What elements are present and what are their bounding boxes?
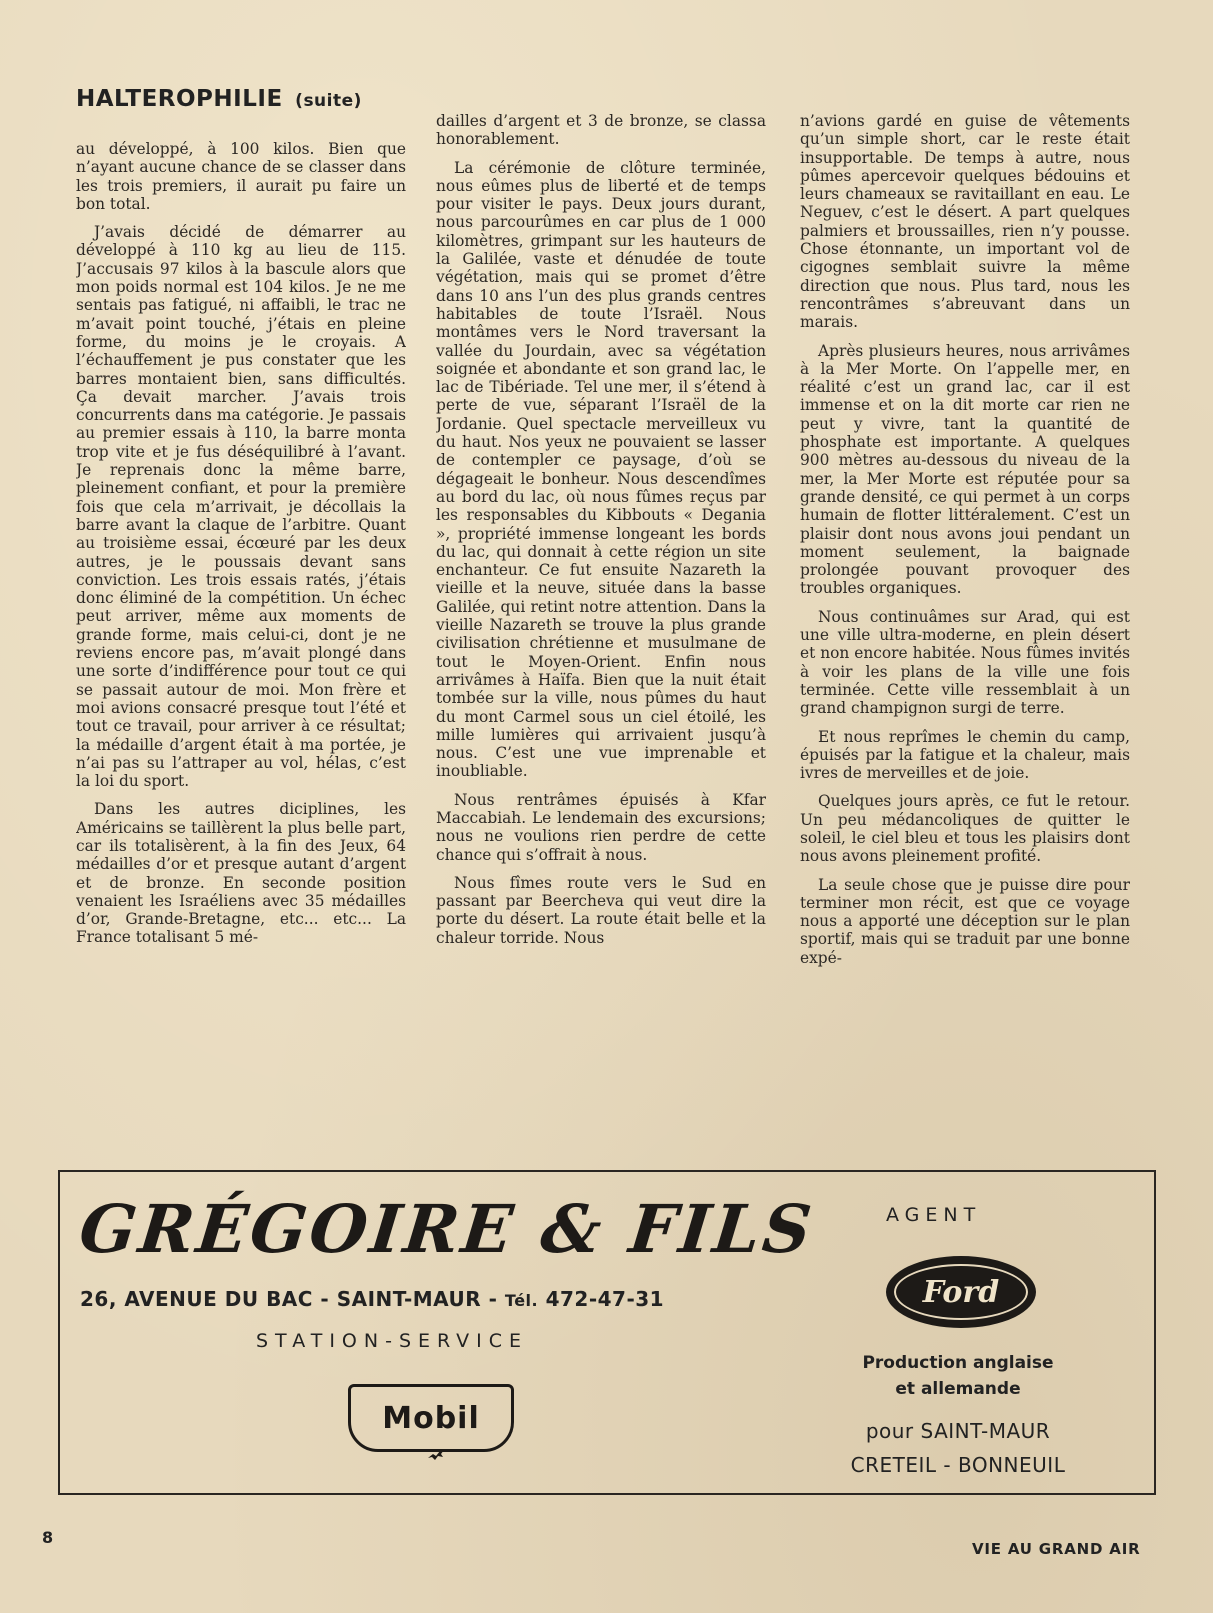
- station-service-label: STATION-SERVICE: [256, 1330, 529, 1352]
- col2-paragraph: Nous rentrâmes épuisés à Kfar Maccabiah. Le lendemain des excursions; nous ne voulions rien perdre de cette chance qui s’offrait à nous.: [436, 790, 766, 864]
- article-title: [76, 86, 362, 112]
- locations-line-2: CRETEIL - BONNEUIL: [850, 1453, 1066, 1477]
- advertiser-address: [80, 1287, 664, 1311]
- col2-paragraph: Nous fîmes route vers le Sud en passant par Beercheva qui veut dire la porte du désert. La route était belle et la chaleur torride. Nous: [436, 873, 766, 947]
- col3-paragraph: n’avions gardé en guise de vêtements qu’un simple short, car le reste était insupportable. De temps à autre, nous pûmes apercevoir quelques bédouins et leurs chameaux se ravitaillant en eau. Le Neguev, c’est le désert. A part quelques palmiers et broussailles, rien n’y pousse. Chose étonnante, un important vol de cigognes semblait suivre la même direction que nous. Plus tard, nous les rencontrâmes s’abreuvant dans un marais.: [800, 112, 1130, 332]
- article-title-text: HALTEROPHILIE: [76, 86, 283, 112]
- mobil-logo: [348, 1384, 514, 1452]
- production-line-1: Production anglaise: [862, 1353, 1054, 1373]
- production-text: [820, 1350, 1096, 1402]
- tel-label: Tél.: [504, 1291, 539, 1310]
- tel-number: 472-47-31: [545, 1287, 665, 1311]
- article-column-2: [436, 112, 766, 1122]
- address-text: 26, AVENUE DU BAC - SAINT-MAUR -: [80, 1287, 498, 1311]
- col1-paragraph: Dans les autres diciplines, les Américains se taillèrent la plus belle part, car ils totalisèrent, à la fin des Jeux, 64 médailles d’or et presque autant d’argent et de bronze. En seconde position venaient les Israéliens avec 35 médailles d’or, Grande-Bretagne, etc... etc... La France totalisant 5 mé-: [76, 800, 406, 947]
- article-column-3: [800, 112, 1130, 1124]
- col1-paragraph: au développé, à 100 kilos. Bien que n’ayant aucune chance de se classer dans les trois premiers, il aurait pu faire un bon total.: [76, 140, 406, 213]
- col3-paragraph: Quelques jours après, ce fut le retour. Un peu médancoliques de quitter le soleil, le ciel bleu et tous les plaisirs dont nous avons pleinement profité.: [800, 792, 1130, 866]
- locations-line-1: pour SAINT-MAUR: [865, 1419, 1051, 1443]
- col2-paragraph: dailles d’argent et 3 de bronze, se classa honorablement.: [436, 112, 766, 149]
- col3-paragraph: Nous continuâmes sur Arad, qui est une ville ultra-moderne, en plein désert et non encore habitée. Nous fûmes invités à voir les plans de la ville une fois terminée. Cette ville ressemblait à un grand champignon surgi de terre.: [800, 607, 1130, 718]
- magazine-footer: VIE AU GRAND AIR: [972, 1540, 1141, 1558]
- col3-paragraph: La seule chose que je puisse dire pour terminer mon récit, est que ce voyage nous a apporté une déception sur le plan sportif, mais qui se traduit par une bonne expé-: [800, 875, 1130, 967]
- col2-paragraph: La cérémonie de clôture terminée, nous eûmes plus de liberté et de temps pour visiter le pays. Deux jours durant, nous parcourûmes en car plus de 1 000 kilomètres, grimpant sur les hauteurs de la Galilée, vaste et dénudée de toute végétation, mais qui se promet d’être dans 10 ans l’un des plus grands centres habitables de toute l’Israël. Nous montâmes vers le Nord traversant la vallée du Jourdain, avec sa végétation soignée et abondante et son grand lac, le lac de Tibériade. Tel une mer, il s’étend à perte de vue, séparant l’Israël de la Jordanie. Quel spectacle merveilleux vu du haut. Nos yeux ne pouvaient se lasser de contempler ce paysage, d’où se dégageait le bonheur. Nous descendîmes au bord du lac, où nous fûmes reçus par les responsables du Kibbouts « Degania », propriété immense longeant les bords du lac, qui donnait à cette région un site enchanteur. Ce fut ensuite Nazareth la vieille et la neuve, située dans la basse Galilée, qui retint notre attention. Dans la vieille Nazareth se trouve la plus grande civilisation chrétienne et musulmane de tout le Moyen-Orient. Enfin nous arrivâmes à Haïfa. Bien que la nuit était tombée sur la ville, nous pûmes du haut du mont Carmel sous un ciel étoilé, les mille lumières qui arrivaient jusqu’à nous. C’est une vue imprenable et inoubliable.: [436, 158, 766, 781]
- col3-paragraph: Et nous reprîmes le chemin du camp, épuisés par la fatigue et la chaleur, mais ivres de merveilles et de joie.: [800, 727, 1130, 783]
- agent-label: AGENT: [886, 1204, 982, 1226]
- production-line-2: et allemande: [895, 1379, 1021, 1399]
- locations-text: [820, 1414, 1096, 1482]
- advertisement-box: [58, 1170, 1156, 1495]
- article-title-suffix: (suite): [295, 91, 362, 111]
- ford-logo-text: Ford: [922, 1274, 1000, 1310]
- mobil-logo-text: Mobil: [382, 1400, 480, 1436]
- page-number: 8: [42, 1528, 54, 1547]
- article-column-1: [76, 140, 406, 1115]
- pegasus-icon: [426, 1448, 446, 1462]
- ford-logo: [886, 1256, 1036, 1328]
- advertiser-name: GRÉGOIRE & FILS: [75, 1190, 818, 1268]
- col1-paragraph: J’avais décidé de démarrer au développé à 110 kg au lieu de 115. J’accusais 97 kilos à la bascule alors que mon poids normal est 104 kilos. Je ne me sentais pas fatigué, ni affaibli, le trac ne m’avait point touché, j’étais en pleine forme, du moins je le croyais. A l’échauffement je pus constater que les barres montaient bien, sans difficultés. Ça devait marcher. J’avais trois concurrents dans ma catégorie. Je passais au premier essais à 110, la barre monta trop vite et je fus déséquilibré à l’avant. Je reprenais donc la même barre, pleinement confiant, et pour la première fois que cela m’arrivait, je décollais la barre avant la claque de l’arbitre. Quant au troisième essai, écœuré par les deux autres, je le poussais devant sans conviction. Les trois essais ratés, j’étais donc éliminé de la compétition. Un échec peut arriver, même aux moments de grande forme, mais celui-ci, dont je ne reviens encore pas, m’avait plongé dans une sorte d’indifférence pour tout ce qui se passait autour de moi. Mon frère et moi avions consacré presque tout l’été et tout ce travail, pour arriver à ce résultat; la médaille d’argent était à ma portée, je n’ai pas su l’attraper au vol, hélas, c’est la loi du sport.: [76, 223, 406, 791]
- col3-paragraph: Après plusieurs heures, nous arrivâmes à la Mer Morte. On l’appelle mer, en réalité c’est un grand lac, car il est immense et on la dit morte car rien ne peut y vivre, tant la quantité de phosphate est importante. A quelques 900 mètres au-dessous du niveau de la mer, la Mer Morte est réputée pour sa grande densité, ce qui permet à un corps humain de flotter littéralement. C’est un plaisir dont nous avons joui pendant un moment seulement, la baignade prolongée pouvant provoquer des troubles organiques.: [800, 341, 1130, 598]
